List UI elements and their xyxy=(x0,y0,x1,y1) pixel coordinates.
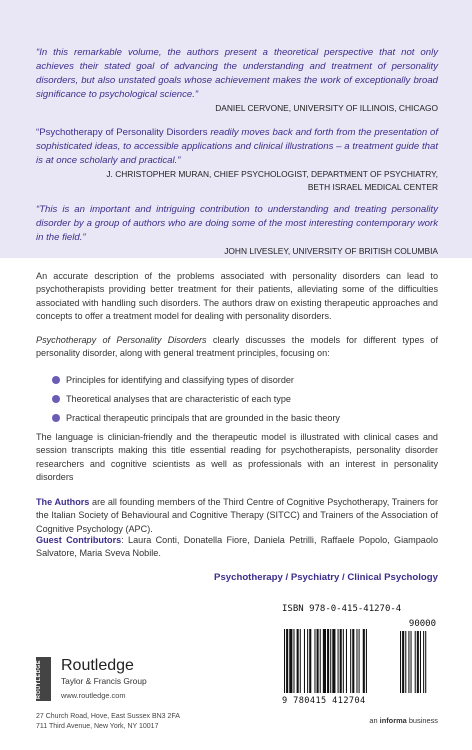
barcode-bar xyxy=(284,629,285,693)
barcode-bar xyxy=(340,629,342,693)
endorsement-text: “This is an important and intriguing contribution to understanding and treating personality disorder by a group of authors who are doing some of the most interesting contemporary work in the field.” xyxy=(36,204,438,243)
endorsement-text: “In this remarkable volume, the authors present a theoretical perspective that not only achieves their stated goal of advancing the understanding and treatment of personality disorders, but also unstated goals whose achievement makes the work of exceptionally broad significance to psychological science.” xyxy=(36,47,438,100)
addon-bar xyxy=(400,631,401,693)
isbn-label: ISBN 978-0-415-41270-4 xyxy=(282,604,402,614)
informa-brand: informa xyxy=(379,716,407,725)
barcode-bar xyxy=(330,629,331,693)
informa-business: an informa business xyxy=(369,716,438,725)
bullet-dot-icon xyxy=(52,395,60,403)
authors-label: The Authors xyxy=(36,497,90,507)
endorsement-text xyxy=(36,126,438,168)
addon-bar xyxy=(417,631,419,693)
list-item-text: Principles for identifying and classifying types of disorder xyxy=(66,375,294,385)
barcode-bar xyxy=(304,629,305,693)
publisher-logo xyxy=(36,657,216,707)
addon-bar xyxy=(402,631,404,693)
price-addon-digits: 90000 xyxy=(408,619,436,629)
addon-bar xyxy=(425,631,426,693)
authors-paragraph xyxy=(36,496,438,536)
description-paragraph-2 xyxy=(36,334,438,361)
addon-bar xyxy=(415,631,416,693)
addon-bar xyxy=(408,631,409,693)
bullet-dot-icon xyxy=(52,414,60,422)
endorsement-attribution-line2: BETH ISRAEL MEDICAL CENTER xyxy=(307,182,438,192)
publisher-website: www.routledge.com xyxy=(61,691,126,700)
barcode-bar xyxy=(352,629,354,693)
barcode-bar xyxy=(317,629,319,693)
barcode-digits: 9 780415 412704 xyxy=(282,696,366,706)
barcode-bar xyxy=(309,629,311,693)
barcode-bar xyxy=(286,629,288,693)
subject-categories: Psychotherapy / Psychiatry / Clinical Psychology xyxy=(214,572,438,583)
barcode-bar xyxy=(332,629,335,693)
barcode-bar xyxy=(366,629,367,693)
endorsement-attribution: JOHN LIVESLEY, UNIVERSITY OF BRITISH COLUMBIA xyxy=(224,246,438,256)
bullet-dot-icon xyxy=(52,376,60,384)
description-paragraph-1: An accurate description of the problems associated with personality disorders can lead to psychotherapists providing better treatment for their patients, alleviating some of the difficulties associated with handling such disorders. The authors draw on existing therapeutic approaches and concepts to offer a treatment model for dealing with personality disorders. xyxy=(36,271,438,322)
barcode-bar xyxy=(307,629,308,693)
focus-list xyxy=(52,371,442,428)
address-line-2: 711 Third Avenue, New York, NY 10017 xyxy=(36,723,159,730)
list-item xyxy=(52,409,442,428)
barcode-bar xyxy=(346,629,347,693)
routledge-mark-icon: ROUTLEDGE xyxy=(36,657,51,701)
guests-text: : Laura Conti, Donatella Fiore, Daniela Petrilli, Raffaele Popolo, Giampaolo Salvatore, Maria Sveva Nobile. xyxy=(36,535,438,559)
publisher-group: Taylor & Francis Group xyxy=(61,676,147,686)
address-line-1: 27 Church Road, Hove, East Sussex BN3 2FA xyxy=(36,713,180,720)
barcode-bar xyxy=(338,629,339,693)
barcode-bar xyxy=(300,629,301,693)
paragraph-2-rest: clearly discusses the models for different types of personality disorder, along with general treatment principles, focusing on: xyxy=(36,335,438,359)
barcode-bar xyxy=(289,629,292,693)
endorsement-muran xyxy=(36,126,438,194)
barcode-bar xyxy=(327,629,329,693)
endorsements-panel xyxy=(0,0,472,258)
isbn-barcode xyxy=(282,617,438,695)
guest-contributors-paragraph xyxy=(36,534,438,561)
barcode-bar xyxy=(343,629,344,693)
addon-bar xyxy=(423,631,424,693)
barcode-bar xyxy=(363,629,365,693)
book-title-italic: Psychotherapy of Personality Disorders xyxy=(36,335,207,345)
book-title-inline: “Psychotherapy of Personality Disorders xyxy=(36,127,208,138)
addon-bar xyxy=(405,631,406,693)
list-item xyxy=(52,390,442,409)
barcode-bar xyxy=(350,629,351,693)
barcode-bar xyxy=(359,629,360,693)
list-item-text: Theoretical analyses that are characteristic of each type xyxy=(66,394,291,404)
barcode-bar xyxy=(297,629,299,693)
endorsement-attribution-line1: J. CHRISTOPHER MURAN, CHIEF PSYCHOLOGIST, DEPARTMENT OF PSYCHIATRY, xyxy=(106,169,438,179)
guests-label: Guest Contributors xyxy=(36,535,122,545)
addon-bar xyxy=(420,631,421,693)
addon-bar xyxy=(411,631,412,693)
barcode-bar xyxy=(314,629,315,693)
endorsement-cervone xyxy=(36,46,438,115)
list-item xyxy=(52,371,442,390)
description-paragraph-3: The language is clinician-friendly and the therapeutic model is illustrated with clinical cases and session transcripts making this title essential reading for psychotherapists, personality disorder researchers and cognitive scientists as well as professionals with an interest in personality disorders xyxy=(36,432,438,483)
publisher-address xyxy=(36,712,256,732)
endorsement-livesley xyxy=(36,203,438,258)
endorsement-text-rest: readily moves back and forth from the presentation of sophisticated ideas, to accessible applications and clinical illustrations – a treatment guide that is at once scholarly and practical.” xyxy=(36,127,438,166)
barcode-bar xyxy=(356,629,357,693)
endorsement-attribution: DANIEL CERVONE, UNIVERSITY OF ILLINOIS, CHICAGO xyxy=(215,103,438,113)
list-item-text: Practical therapeutic principals that are grounded in the basic theory xyxy=(66,413,340,423)
publisher-name: Routledge xyxy=(61,657,134,674)
authors-text: are all founding members of the Third Centre of Cognitive Psychotherapy, Trainers for the Italian Society of Behavioural and Cognitive Therapy (SITCC) and Trainers of the Association of Cognitive Psychology (APC). xyxy=(36,497,438,534)
barcode-bar xyxy=(323,629,326,693)
barcode-bar xyxy=(293,629,294,693)
barcode-bar xyxy=(320,629,321,693)
